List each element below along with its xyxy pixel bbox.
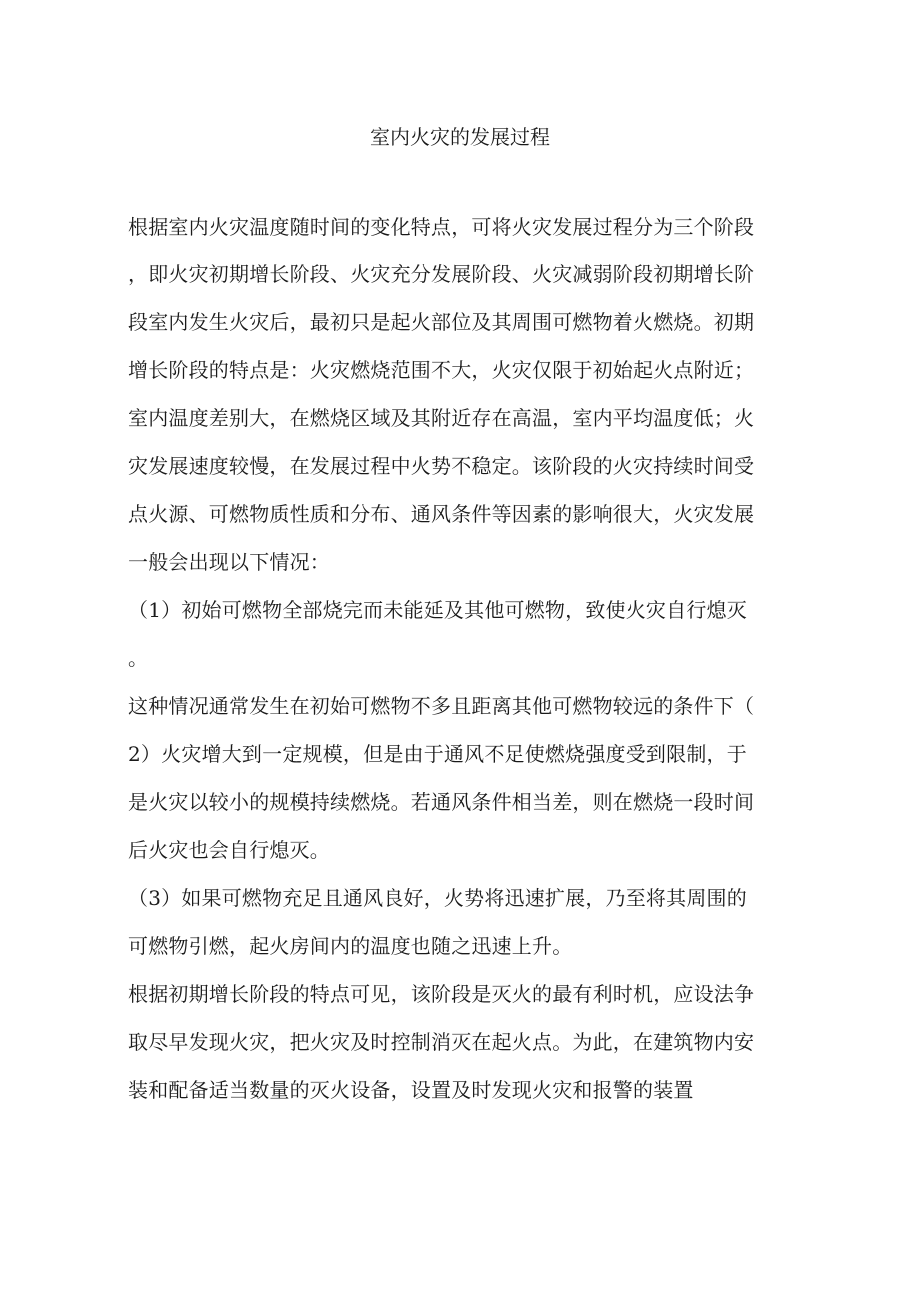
- paragraph-line: 是火灾以较小的规模持续燃烧。若通风条件相当差，则在燃烧一段时间: [128, 790, 755, 814]
- paragraph-line: 后火灾也会自行熄灭。: [128, 838, 330, 862]
- paragraph-line: 根据初期增长阶段的特点可见，该阶段是灭火的最有利时机，应设法争: [128, 982, 755, 1006]
- paragraph-line: 装和配备适当数量的灭火设备，设置及时发现火灾和报警的装置: [128, 1078, 694, 1102]
- paragraph-line: 。: [128, 646, 149, 670]
- paragraph-line: 可燃物引燃，起火房间内的温度也随之迅速上升。: [128, 934, 573, 958]
- paragraph-line: 段室内发生火灾后，最初只是起火部位及其周围可燃物着火燃烧。初期: [128, 310, 755, 334]
- paragraph-line: 灾发展速度较慢，在发展过程中火势不稳定。该阶段的火灾持续时间受: [128, 454, 755, 478]
- paragraph-line: 取尽早发现火灾，把火灾及时控制消灭在起火点。为此，在建筑物内安: [128, 1030, 755, 1054]
- paragraph-line: 一般会出现以下情况：: [128, 550, 330, 574]
- paragraph-line: 点火源、可燃物质性质和分布、通风条件等因素的影响很大，火灾发展: [128, 502, 755, 526]
- list-item-line: （1）初始可燃物全部烧完而未能延及其他可燃物，致使火灾自行熄灭: [128, 598, 747, 622]
- paragraph-line: 这种情况通常发生在初始可燃物不多且距离其他可燃物较远的条件下（: [128, 694, 755, 718]
- paragraph-line: 增长阶段的特点是：火灾燃烧范围不大，火灾仅限于初始起火点附近；: [128, 358, 755, 382]
- paragraph-line: 室内温度差别大，在燃烧区域及其附近存在高温，室内平均温度低；火: [128, 406, 755, 430]
- paragraph-line: 根据室内火灾温度随时间的变化特点，可将火灾发展过程分为三个阶段: [128, 215, 755, 239]
- paragraph-line: ，即火灾初期增长阶段、火灾充分发展阶段、火灾减弱阶段初期增长阶: [128, 262, 755, 286]
- list-item-line: 2）火灾增大到一定规模，但是由于通风不足使燃烧强度受到限制，于: [128, 742, 747, 766]
- document-title: 室内火灾的发展过程: [370, 125, 550, 149]
- list-item-line: （3）如果可燃物充足且通风良好，火势将迅速扩展，乃至将其周围的: [128, 886, 747, 910]
